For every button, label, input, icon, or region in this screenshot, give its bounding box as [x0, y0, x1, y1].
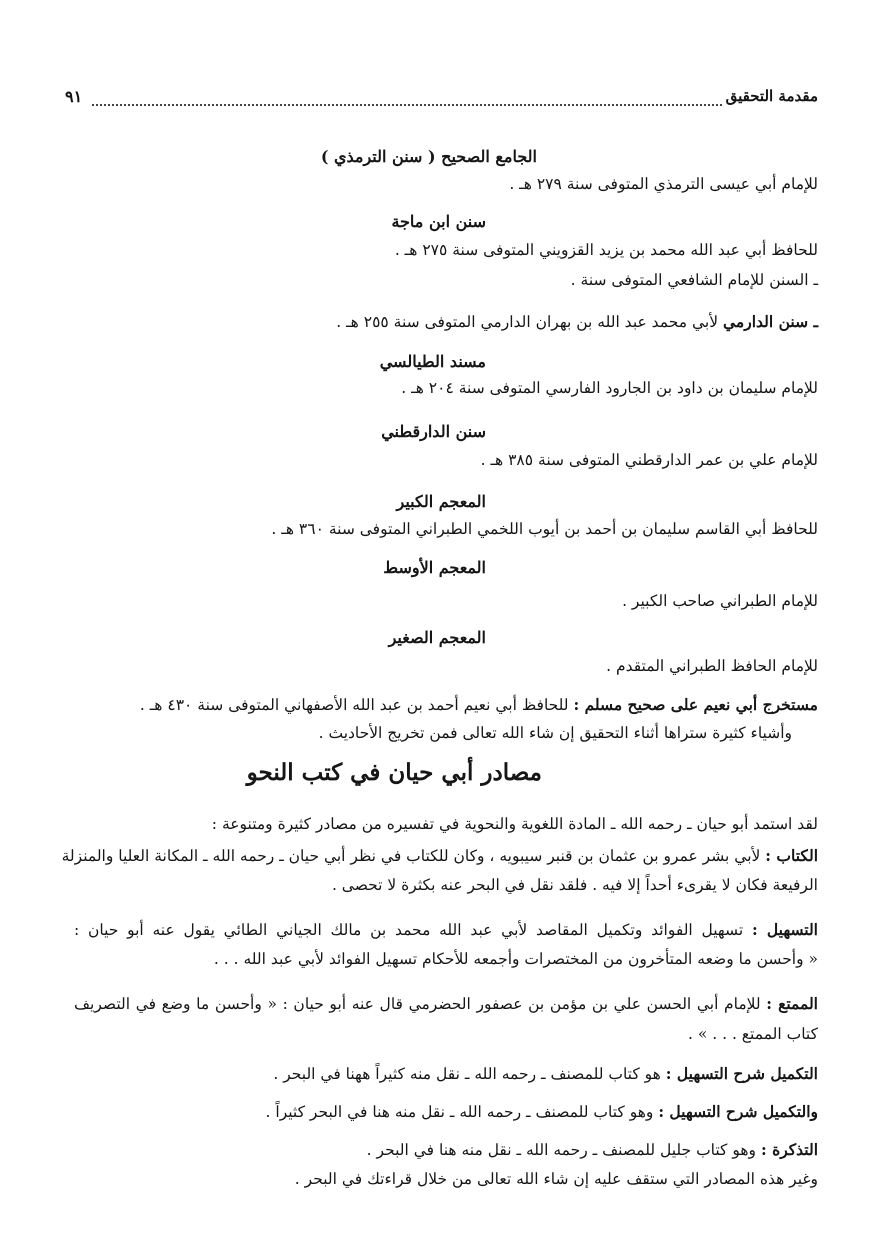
source-heading-darimi: ـ سنن الدارمي	[723, 312, 818, 331]
tashil-line-1	[74, 918, 818, 942]
mumti-line-2: كتاب الممتع . . . » .	[687, 1025, 818, 1043]
takmil-label-2: والتكميل شرح التسهيل :	[658, 1102, 818, 1121]
source-heading-mujam-kabir: المعجم الكبير	[396, 492, 486, 511]
source-text-mustakhraj: للحافظ أبي نعيم أحمد بن عبد الله الأصفهاني المتوفى سنة ٤٣٠ هـ .	[139, 696, 569, 714]
source-text-darimi: لأبي محمد عبد الله بن بهران الدارمي المتوفى سنة ٢٥٥ هـ .	[336, 313, 719, 331]
source-text-daraqutni: للإمام علي بن عمر الدارقطني المتوفى سنة ٣٨٥ هـ .	[480, 451, 818, 469]
takmil-label-1: التكميل شرح التسهيل :	[665, 1064, 818, 1083]
section-title: مصادر أبي حيان في كتب النحو	[246, 759, 542, 786]
header-dotted-leader	[92, 104, 722, 106]
closing-line: وغير هذه المصادر التي ستقف عليه إن شاء الله تعالى من خلال قراءتك في البحر .	[294, 1170, 818, 1188]
source-text-tirmidhi: للإمام أبي عيسى الترمذي المتوفى سنة ٢٧٩ هـ .	[509, 175, 818, 193]
takmil-text-2: وهو كتاب للمصنف ـ رحمه الله ـ نقل منه هنا في البحر كثيراً .	[265, 1103, 654, 1121]
source-heading-mujam-saghir: المعجم الصغير	[388, 628, 486, 647]
tashil-text-1: تسهيل الفوائد وتكميل المقاصد لأبي عبد الله محمد بن مالك الجياني الطائي يقول عنه أبو حيان :	[74, 921, 744, 939]
page-number: ٩١	[65, 87, 83, 106]
tadhkira-text: وهو كتاب جليل للمصنف ـ رحمه الله ـ نقل منه هنا في البحر .	[366, 1141, 757, 1159]
source-heading-mustakhraj: مستخرج أبي نعيم على صحيح مسلم :	[573, 695, 818, 714]
source-line-darimi	[336, 310, 818, 334]
intro-paragraph: لقد استمد أبو حيان ـ رحمه الله ـ المادة اللغوية والنحوية في تفسيره من مصادر كثيرة ومتنوعة :	[211, 815, 818, 833]
source-heading-mujam-awsat: المعجم الأوسط	[383, 558, 486, 577]
source-text-tayalisi: للإمام سليمان بن داود بن الجارود الفارسي المتوفى سنة ٢٠٤ هـ .	[401, 379, 818, 397]
source-heading-tirmidhi: الجامع الصحيح ( سنن الترمذي )	[320, 147, 537, 166]
takmil-text-1: هو كتاب للمصنف ـ رحمه الله ـ نقل منه كثيراً ههنا في البحر .	[273, 1065, 661, 1083]
kitab-text-1: لأبي بشر عمرو بن عثمان بن قنبر سيبويه ، وكان للكتاب في نظر أبي حيان ـ رحمه الله ـ المكانة العليا والمنزلة	[61, 847, 761, 865]
source-heading-ibn-majah: سنن ابن ماجة	[391, 212, 486, 231]
kitab-line-2: الرفيعة فكان لا يقرىء أحداً إلا فيه . فلقد نقل في البحر عنه بكثرة لا تحصى .	[331, 876, 818, 894]
tadhkira-line	[367, 1138, 818, 1162]
source-text-more: وأشياء كثيرة ستراها أثناء التحقيق إن شاء الله تعالى فمن تخريج الأحاديث .	[318, 724, 792, 742]
takmil-line-2	[266, 1100, 818, 1124]
kitab-label: الكتاب :	[765, 846, 818, 865]
tashil-label: التسهيل :	[751, 920, 818, 939]
tashil-line-2: « وأحسن ما وضعه المتأخرون من المختصرات وأجمعه للأحكام تسهيل الفوائد لأبي عبد الله . . .	[213, 950, 818, 968]
tadhkira-label: التذكرة :	[760, 1140, 818, 1159]
source-text-mujam-kabir: للحافظ أبي القاسم سليمان بن أحمد بن أيوب اللخمي الطبراني المتوفى سنة ٣٦٠ هـ .	[271, 520, 818, 538]
mumti-label: الممتع :	[766, 994, 818, 1013]
source-line-mustakhraj	[140, 693, 818, 717]
running-header-title: مقدمة التحقيق	[725, 87, 818, 105]
source-text-shafii: ـ السنن للإمام الشافعي المتوفى سنة .	[570, 271, 818, 289]
mumti-text-1: للإمام أبي الحسن علي بن مؤمن بن عصفور الحضرمي قال عنه أبو حيان : « وأحسن ما وضع في التصريف	[74, 995, 761, 1013]
source-heading-daraqutni: سنن الدارقطني	[381, 422, 486, 441]
kitab-line-1	[61, 844, 818, 868]
source-text-mujam-awsat: للإمام الطبراني صاحب الكبير .	[622, 592, 818, 610]
mumti-line-1	[74, 992, 818, 1016]
source-text-ibn-majah: للحافظ أبي عبد الله محمد بن يزيد القزويني المتوفى سنة ٢٧٥ هـ .	[394, 241, 818, 259]
source-heading-tayalisi: مسند الطيالسي	[379, 352, 486, 371]
takmil-line-1	[273, 1062, 818, 1086]
source-text-mujam-saghir: للإمام الحافظ الطبراني المتقدم .	[606, 657, 818, 675]
